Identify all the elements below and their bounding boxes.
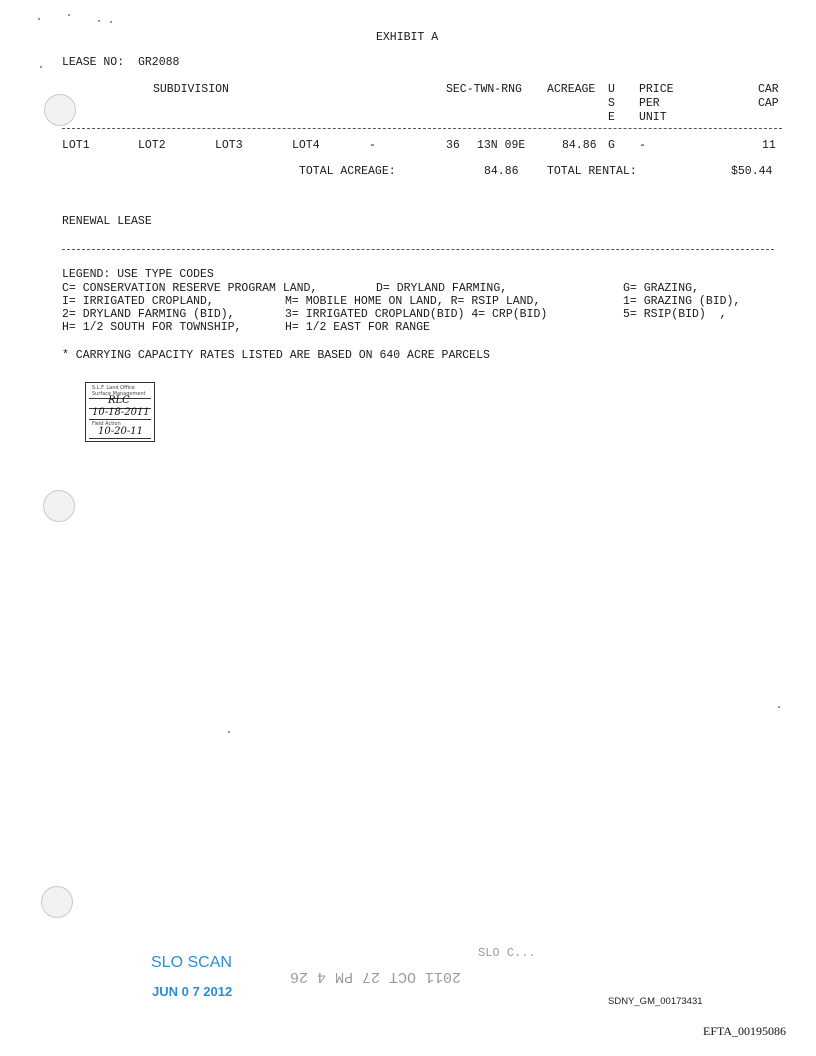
col-header-per: PER [639, 97, 660, 110]
slo-scan-date: JUN 0 7 2012 [152, 984, 233, 999]
lease-number: GR2088 [138, 56, 180, 69]
col-header-subdivision: SUBDIVISION [153, 83, 229, 96]
punch-hole-bottom [41, 886, 73, 918]
row-use: G [608, 139, 615, 152]
col-header-car: CAR [758, 83, 779, 96]
col-header-price: PRICE [639, 83, 674, 96]
legend-line-1-a: C= CONSERVATION RESERVE PROGRAM LAND, [62, 282, 318, 295]
legend-line-2-a: I= IRRIGATED CROPLAND, [62, 295, 214, 308]
row-lot-2: LOT2 [138, 139, 166, 152]
row-lot-4: LOT4 [292, 139, 320, 152]
row-lot-3: LOT3 [215, 139, 243, 152]
stamp-rule [89, 419, 151, 420]
scan-speck [68, 14, 70, 16]
scan-speck [778, 706, 780, 708]
legend-line-1-c: G= GRAZING, [623, 282, 699, 295]
punch-hole-middle [43, 490, 75, 522]
stamp-date-2: 10-20-11 [98, 426, 143, 437]
renewal-lease-label: RENEWAL LEASE [62, 215, 152, 228]
received-stamp [85, 382, 155, 442]
legend-line-4-b: H= 1/2 EAST FOR RANGE [285, 321, 430, 334]
row-lot-dash: - [369, 139, 376, 152]
row-twn-rng: 13N 09E [477, 139, 526, 152]
scan-speck [98, 20, 100, 22]
col-header-sec-twn-rng: SEC-TWN-RNG [446, 83, 522, 96]
stamp-management-line: Surface Management [92, 391, 146, 397]
legend-line-2-b: M= MOBILE HOME ON LAND, R= RSIP LAND, [285, 295, 541, 308]
slo-scan-label: SLO SCAN [151, 954, 232, 971]
legend-line-3-a: 2= DRYLAND FARMING (BID), [62, 308, 235, 321]
legend-line-3-b: 3= IRRIGATED CROPLAND(BID) 4= CRP(BID) [285, 308, 548, 321]
stamp-rule [89, 438, 151, 439]
scan-speck [228, 731, 230, 733]
capacity-note: * CARRYING CAPACITY RATES LISTED ARE BASED ON 640 ACRE PARCELS [62, 349, 490, 362]
legend-line-3-c: 5= RSIP(BID) , [623, 308, 727, 321]
scan-speck [110, 21, 112, 23]
legend-title: LEGEND: USE TYPE CODES [62, 268, 214, 281]
scan-speck [40, 66, 42, 68]
renewal-divider [62, 249, 774, 250]
total-rental-value: $50.44 [731, 165, 773, 178]
stamp-field-action: Field Action [92, 421, 121, 427]
stamp-office-line: S.L.F. Land Office [92, 385, 135, 391]
bates-number: SDNY_GM_00173431 [608, 996, 703, 1007]
row-acreage: 84.86 [562, 139, 597, 152]
row-price: - [639, 139, 646, 152]
received-office-stamp: SLO C... [478, 946, 536, 960]
total-acreage-label: TOTAL ACREAGE: [299, 165, 396, 178]
col-header-use-e: E [608, 111, 615, 124]
lease-label: LEASE NO: [62, 56, 125, 69]
header-divider [62, 128, 782, 129]
legend-line-2-c: 1= GRAZING (BID), [623, 295, 741, 308]
stamp-date-1: 10-18-2011 [92, 407, 150, 418]
stamp-initials: RLC [108, 395, 130, 406]
scan-speck [38, 18, 40, 20]
efta-number: EFTA_00195086 [703, 1024, 787, 1038]
total-acreage-value: 84.86 [484, 165, 519, 178]
row-car-cap: 11 [762, 139, 776, 152]
received-time-stamp: 2011 OCT 27 PM 4 26 [290, 968, 462, 985]
col-header-cap: CAP [758, 97, 779, 110]
col-header-use-u: U [608, 83, 615, 96]
punch-hole-top [44, 94, 76, 126]
total-rental-label: TOTAL RENTAL: [547, 165, 637, 178]
legend-line-1-b: D= DRYLAND FARMING, [376, 282, 508, 295]
row-sec: 36 [446, 139, 460, 152]
row-lot-1: LOT1 [62, 139, 90, 152]
col-header-use-s: S [608, 97, 615, 110]
col-header-acreage: ACREAGE [547, 83, 596, 96]
col-header-unit: UNIT [639, 111, 667, 124]
legend-line-4-a: H= 1/2 SOUTH FOR TOWNSHIP, [62, 321, 242, 334]
exhibit-title: EXHIBIT A [376, 31, 439, 44]
